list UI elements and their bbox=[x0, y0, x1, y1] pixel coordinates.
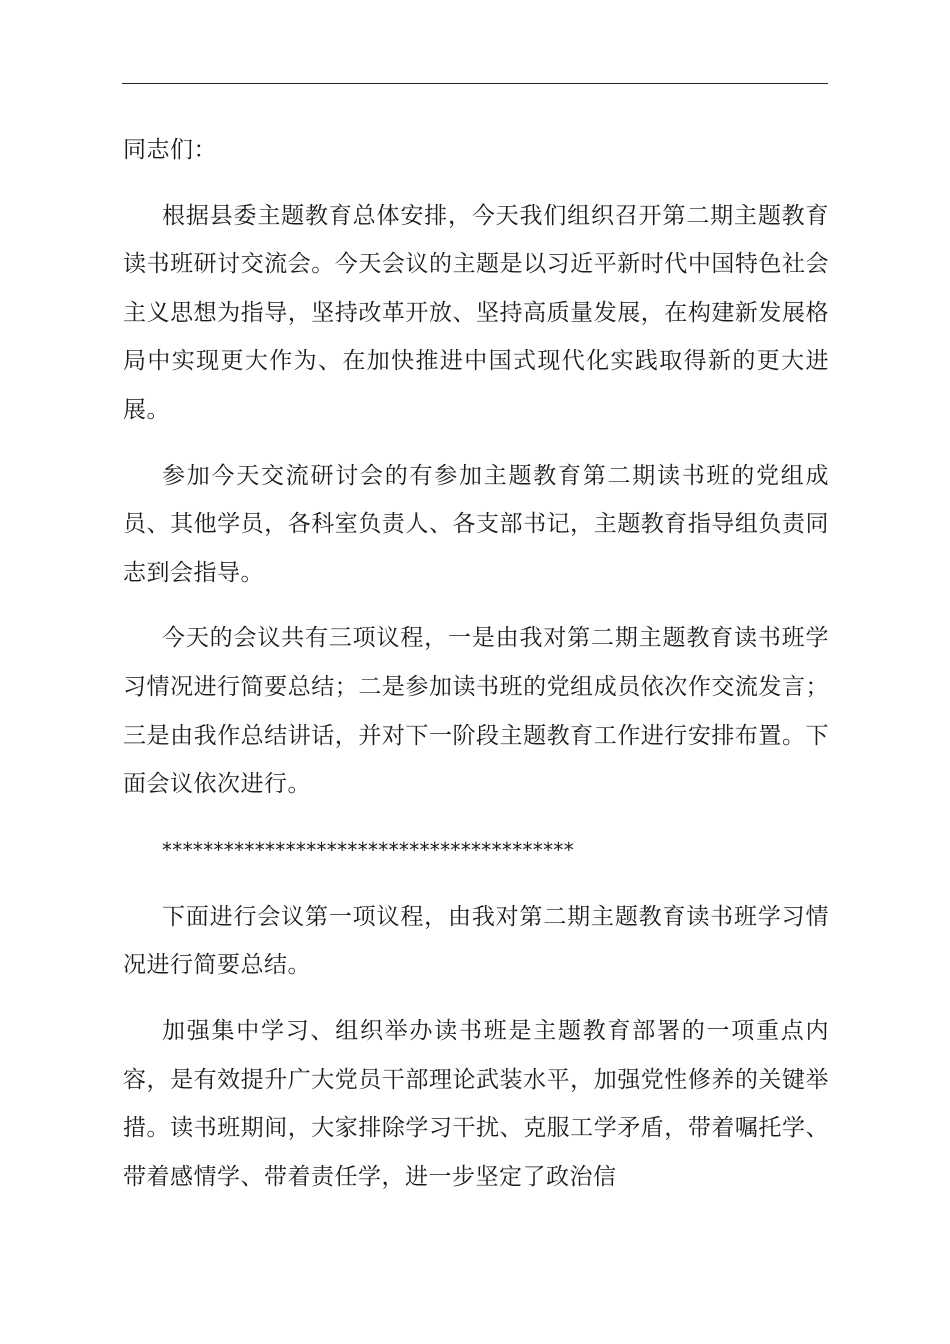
paragraph-study-summary: 加强集中学习、组织举办读书班是主题教育部署的一项重点内容，是有效提升广大党员干部理论武装水平，加强党性修养的关键举措。读书班期间，大家排除学习干扰、克服工学矛盾，带着嘱托学、带着感情学、带着责任学，进一步坚定了政治信 bbox=[123, 1017, 829, 1190]
document-body bbox=[123, 126, 829, 1218]
paragraph-theme: 根据县委主题教育总体安排，今天我们组织召开第二期主题教育读书班研讨交流会。今天会议的主题是以习近平新时代中国特色社会主义思想为指导，坚持改革开放、坚持高质量发展，在构建新发展格局中实现更大作为、在加快推进中国式现代化实践取得新的更大进展。 bbox=[123, 202, 829, 423]
paragraph-first-item: 下面进行会议第一项议程，由我对第二期主题教育读书班学习情况进行简要总结。 bbox=[123, 903, 829, 979]
paragraph-agenda: 今天的会议共有三项议程，一是由我对第二期主题教育读书班学习情况进行简要总结；二是参加读书班的党组成员依次作交流发言；三是由我作总结讲话，并对下一阶段主题教育工作进行安排布置。下面会议依次进行。 bbox=[123, 625, 829, 798]
section-separator: **************************************** bbox=[162, 837, 574, 862]
salutation: 同志们： bbox=[123, 137, 217, 163]
header-rule bbox=[122, 83, 828, 84]
paragraph-attendees: 参加今天交流研讨会的有参加主题教育第二期读书班的党组成员、其他学员，各科室负责人、各支部书记，主题教育指导组负责同志到会指导。 bbox=[123, 462, 829, 586]
